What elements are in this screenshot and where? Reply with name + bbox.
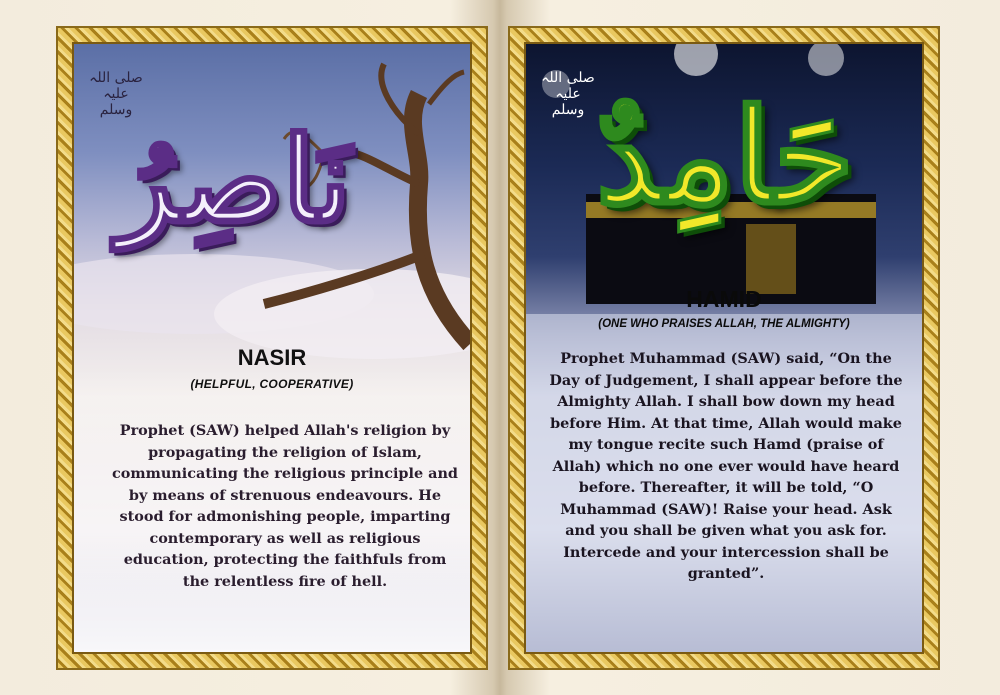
description-line: communicating the religious principle and: [112, 465, 458, 482]
description-line: Almighty Allah. I shall bow down my head: [557, 393, 895, 410]
description-line: by means of strenuous endeavours. He: [128, 486, 442, 504]
description-line: Prophet (SAW) helped Allah's religion by: [119, 422, 451, 439]
description-line: Allah) which no one ever would have heard: [552, 457, 900, 475]
description-line: propagating the religion of Islam,: [148, 443, 422, 461]
description-line: before Him. At that time, Allah would make: [550, 414, 902, 432]
description-line: Muhammad (SAW)! Raise your head. Ask: [560, 500, 892, 518]
description-line: and you shall be given what you ask for.: [565, 522, 887, 539]
salutation-calligraphy: صلی اللہ علیہ وسلم: [89, 70, 143, 118]
name-meaning: (HELPFUL, COOPERATIVE): [190, 377, 354, 391]
description-line: contemporary as well as religious: [149, 529, 421, 547]
description-line: stood for admonishing people, imparting: [119, 508, 451, 525]
description-line: granted”.: [687, 565, 765, 582]
arabic-name-calligraphy: حَامِدٌ: [596, 80, 854, 233]
description-text: [546, 348, 906, 585]
description-text: [110, 420, 460, 592]
description-line: Prophet Muhammad (SAW) said, “On the: [560, 350, 892, 367]
description-line: the relentless fire of hell.: [182, 572, 388, 590]
name-title: NASIR: [237, 345, 307, 370]
salutation-calligraphy: صلی اللہ علیہ وسلم: [541, 70, 595, 118]
description-line: Intercede and your intercession shall be: [563, 543, 889, 561]
name-title: HAMID: [686, 286, 762, 312]
description-line: education, protecting the faithfuls from: [123, 551, 447, 568]
description-line: before. Thereafter, it will be told, “O: [578, 479, 874, 496]
description-line: my tongue recite such Hamd (praise of: [568, 436, 884, 453]
name-meaning: (ONE WHO PRAISES ALLAH, THE ALMIGHTY): [598, 318, 850, 330]
arabic-name-calligraphy: نَاصِرُ: [116, 110, 352, 249]
description-line: Day of Judgement, I shall appear before the: [549, 371, 903, 389]
